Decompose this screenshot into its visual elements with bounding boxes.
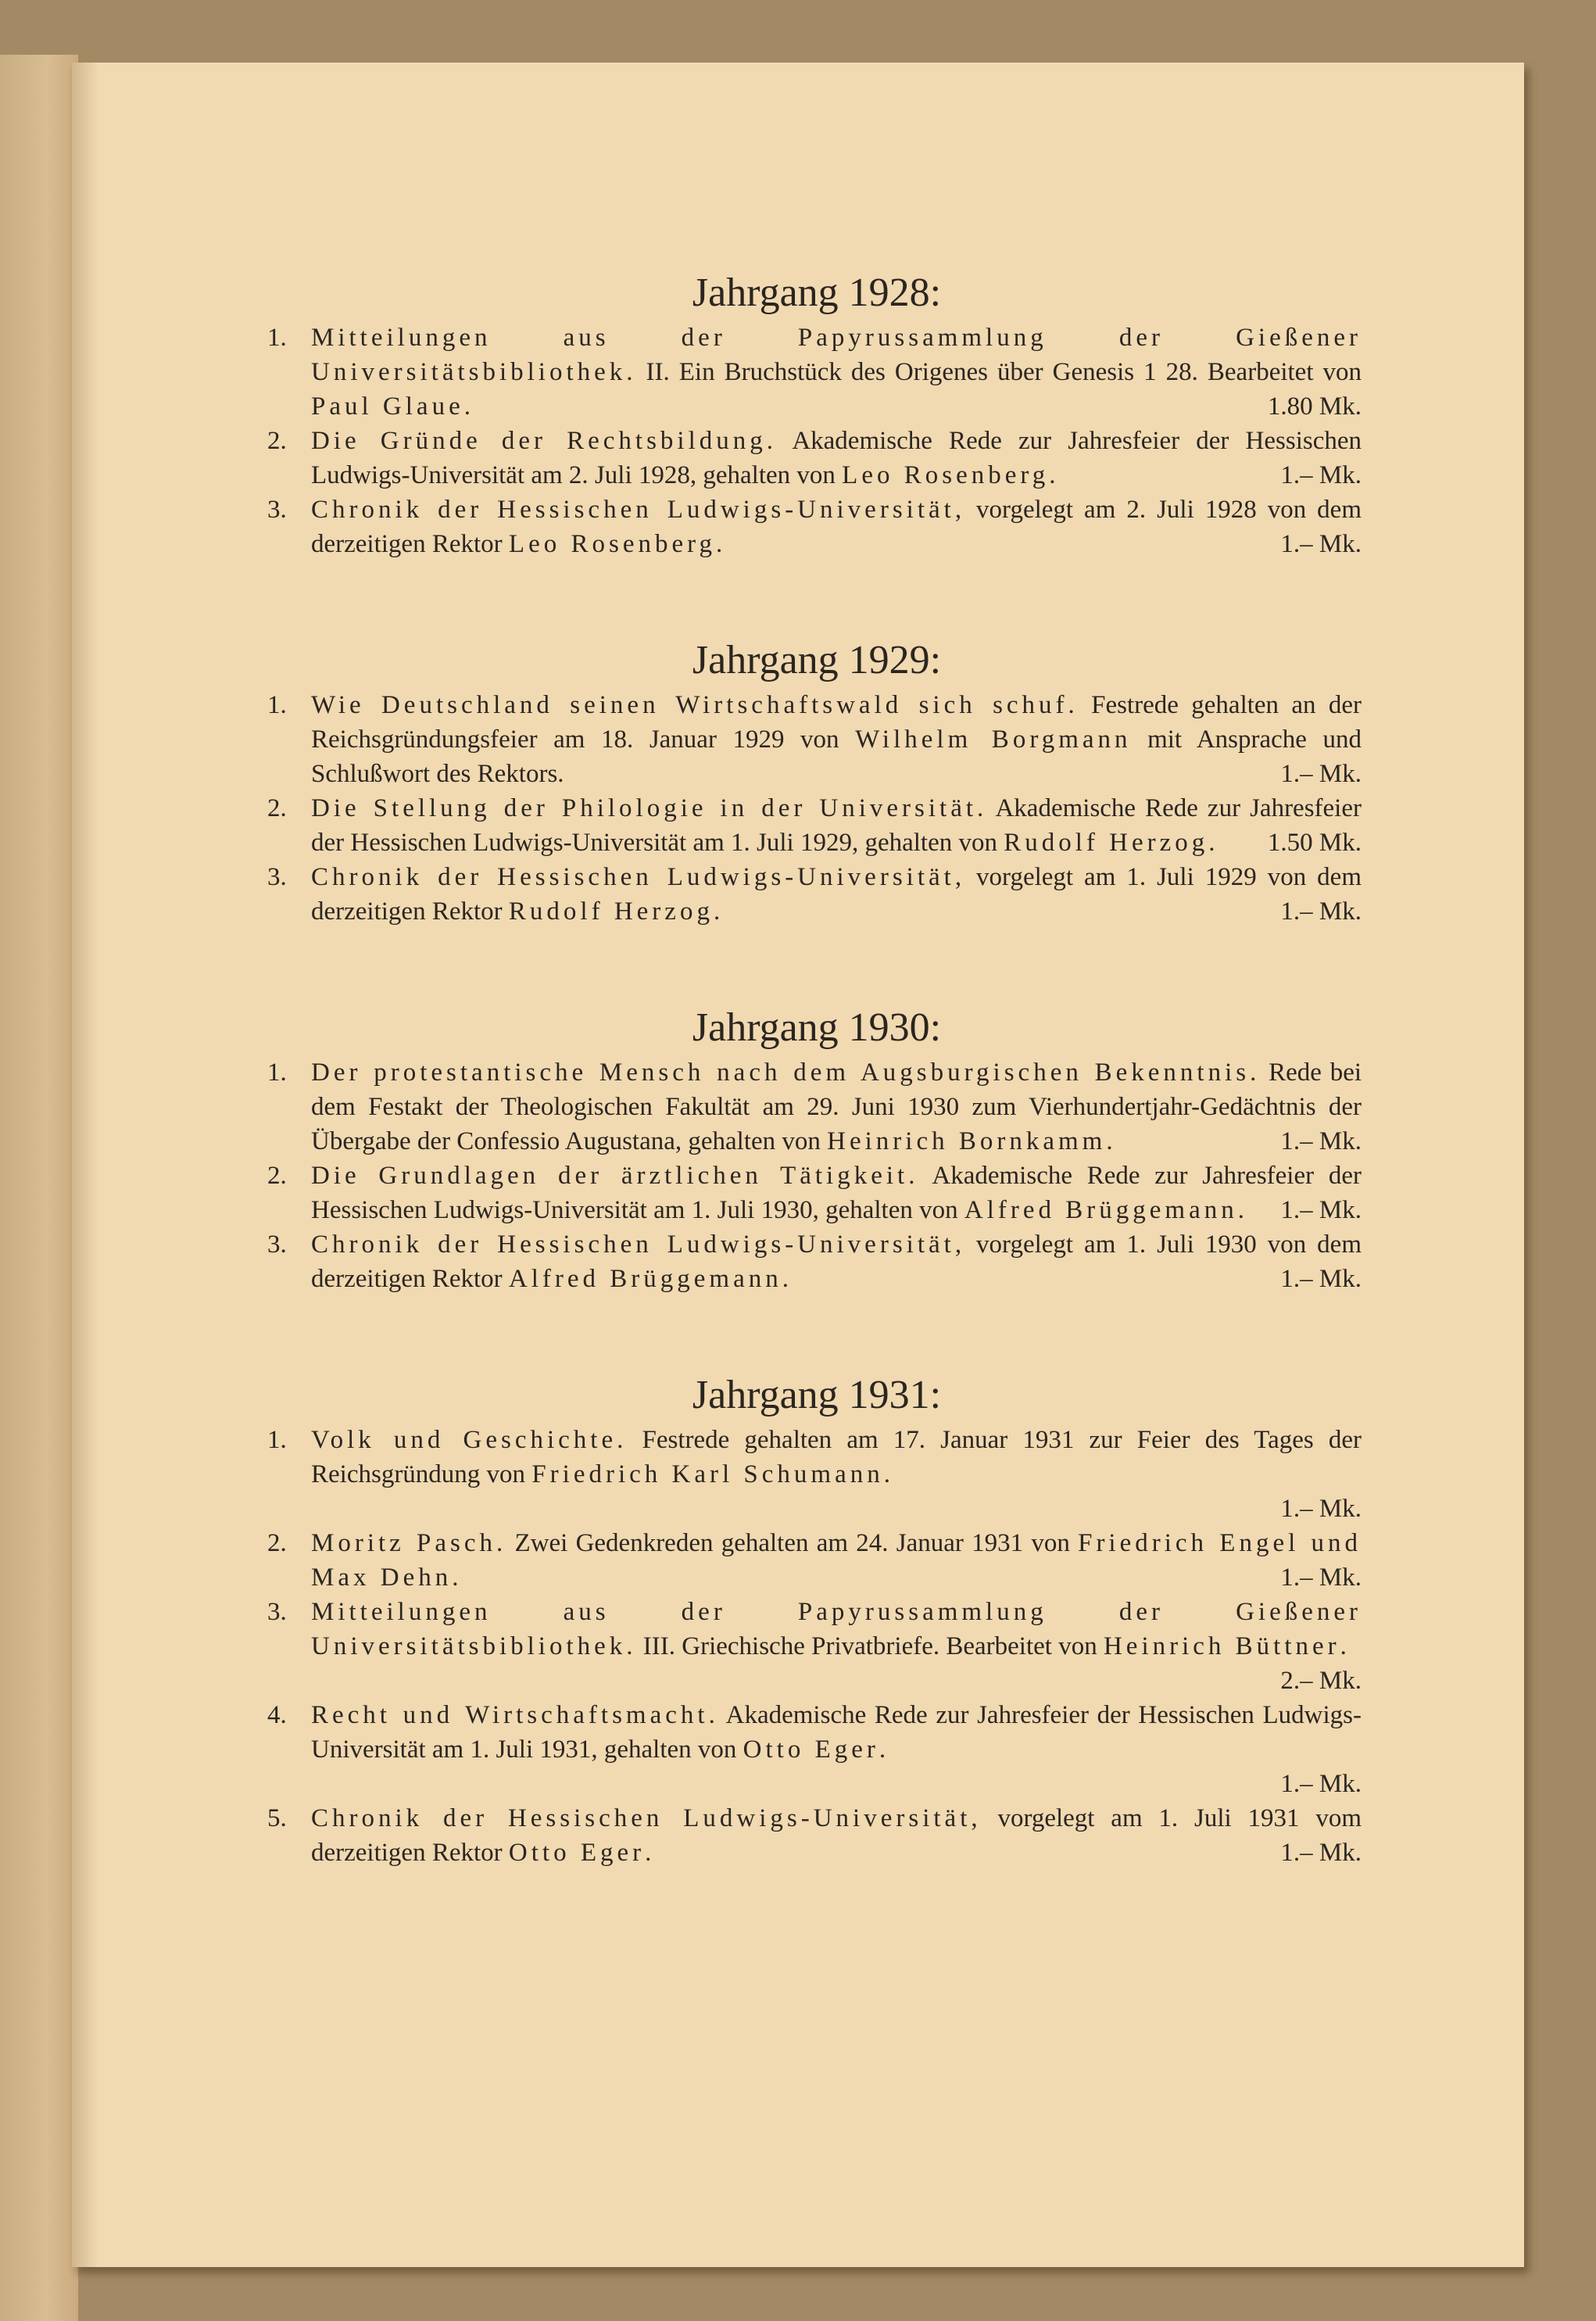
item-number: 3.: [267, 1230, 287, 1259]
year-section-1929: [267, 635, 1362, 929]
list-item: [267, 1159, 1362, 1227]
item-price: 1.– Mk.: [1280, 1196, 1362, 1224]
item-tail: .: [782, 1265, 789, 1293]
item-number: 2.: [267, 1162, 287, 1190]
year-heading: Jahrgang 1928:: [692, 270, 942, 315]
item-number: 2.: [267, 794, 287, 822]
item-title: Mitteilungen aus der Papyrussammlung der Gießener Universitätsbibliothek.: [311, 324, 1362, 386]
item-number: 1.: [267, 1426, 287, 1454]
year-heading: Jahrgang 1931:: [692, 1373, 942, 1417]
previous-page-edge: [0, 55, 78, 2321]
item-body: [311, 492, 1362, 561]
item-title: Mitteilungen aus der Papyrussammlung der Gießener Universitätsbibliothek.: [311, 1598, 1362, 1660]
item-title: Chronik der Hessischen Ludwigs-Universität,: [311, 496, 966, 524]
item-author: Friedrich Engel und Max Dehn: [311, 1529, 1362, 1592]
item-description: II. Ein Bruchstück des Origenes über Genesis 1 28. Bearbeitet von: [636, 358, 1362, 386]
item-title: Recht und Wirtschaftsmacht.: [311, 1701, 719, 1729]
item-author: Otto Eger: [743, 1735, 879, 1764]
item-number: 3.: [267, 496, 287, 524]
item-description: vorgelegt am 1. Juli 1930 von dem derzeitigen Rektor: [311, 1230, 1362, 1293]
item-number: 2.: [267, 1529, 287, 1557]
list-item: [267, 1698, 1362, 1801]
item-description: Rede bei dem Festakt der Theologischen Fakultät am 29. Juni 1930 zum Vierhundertjahr-Gedächtnis der Übergabe der Confessio Augustana, gehalten von: [311, 1058, 1362, 1155]
publication-list: [267, 267, 1362, 1943]
list-item: [267, 1055, 1362, 1159]
item-description: Zwei Gedenkreden gehalten am 24. Januar 1931 von: [506, 1529, 1079, 1557]
item-title: Der protestantische Mensch nach dem Augsburgischen Bekenntnis.: [311, 1058, 1261, 1087]
item-body: [311, 1698, 1362, 1801]
year-section-1931: [267, 1370, 1362, 1870]
item-body: [311, 791, 1362, 860]
item-tail: .: [452, 1563, 459, 1592]
item-title: Chronik der Hessischen Ludwigs-Universität,: [311, 1804, 982, 1832]
item-title: Die Grundlagen der ärztlichen Tätigkeit.: [311, 1162, 919, 1190]
year-section-1928: [267, 267, 1362, 561]
list-item: [267, 492, 1362, 561]
item-number: 1.: [267, 1058, 287, 1087]
item-price: 1.50 Mk.: [1267, 829, 1362, 857]
item-description: vorgelegt am 2. Juli 1928 von dem derzeitigen Rektor: [311, 496, 1362, 558]
list-item: [267, 321, 1362, 424]
item-body: [311, 1227, 1362, 1296]
item-price: 1.80 Mk.: [1267, 392, 1362, 421]
item-author: Alfred Brüggemann: [964, 1196, 1238, 1224]
item-author: Alfred Brüggemann: [508, 1265, 782, 1293]
item-author: Leo Rosenberg: [842, 461, 1050, 489]
item-number: 3.: [267, 863, 287, 891]
item-description: Akademische Rede zur Jahresfeier der Hessischen Ludwigs-Universität am 2. Juli 1928, gehalten von: [311, 427, 1362, 489]
item-body: [311, 1055, 1362, 1159]
item-price: 1.– Mk.: [1280, 1563, 1362, 1592]
item-description: vorgelegt am 1. Juli 1931 vom derzeitigen Rektor: [311, 1804, 1362, 1867]
item-price: 1.– Mk.: [1280, 461, 1362, 489]
item-price: 2.– Mk.: [1280, 1667, 1362, 1695]
item-tail: mit Ansprache und Schlußwort des Rektors.: [311, 725, 1362, 788]
list-item: [267, 1423, 1362, 1526]
item-description: Festrede gehalten an der Reichsgründungsfeier am 18. Januar 1929 von: [311, 691, 1362, 754]
item-author: Friedrich Karl Schumann: [531, 1460, 884, 1488]
item-price: 1.– Mk.: [1280, 1265, 1362, 1293]
item-price: 1.– Mk.: [1280, 1127, 1362, 1155]
list-item: [267, 860, 1362, 929]
item-tail: .: [1237, 1196, 1244, 1224]
item-title: Chronik der Hessischen Ludwigs-Universität,: [311, 1230, 966, 1259]
list-item: [267, 1595, 1362, 1698]
item-title: Moritz Pasch.: [311, 1529, 507, 1557]
item-price: 1.– Mk.: [1280, 530, 1362, 558]
item-price: 1.– Mk.: [1280, 897, 1362, 926]
list-item: [267, 424, 1362, 492]
item-price: 1.– Mk.: [1280, 1770, 1362, 1798]
item-description: Festrede gehalten am 17. Januar 1931 zur Feier des Tages der Reichsgründung von: [311, 1426, 1362, 1488]
item-number: 1.: [267, 691, 287, 719]
item-tail: .: [645, 1839, 652, 1867]
item-body: [311, 860, 1362, 929]
list-item: [267, 688, 1362, 791]
item-number: 3.: [267, 1598, 287, 1626]
item-title: Die Gründe der Rechtsbildung.: [311, 427, 778, 455]
item-tail: .: [1208, 829, 1215, 857]
item-title: Chronik der Hessischen Ludwigs-Universität,: [311, 863, 966, 891]
item-body: [311, 1595, 1362, 1698]
item-body: [311, 688, 1362, 791]
item-author: Paul Glaue: [311, 392, 464, 421]
item-author: Rudolf Herzog: [1004, 829, 1209, 857]
item-description: Akademische Rede zur Jahresfeier der Hessischen Ludwigs-Universität am 1. Juli 1929, gehalten von: [311, 794, 1362, 857]
item-price: 1.– Mk.: [1280, 760, 1362, 788]
list-item: [267, 1526, 1362, 1595]
item-tail: .: [1049, 461, 1056, 489]
list-item: [267, 791, 1362, 860]
item-body: [311, 321, 1362, 424]
item-body: [311, 1801, 1362, 1870]
item-price: 1.– Mk.: [1280, 1839, 1362, 1867]
item-author: Otto Eger: [508, 1839, 646, 1867]
item-number: 1.: [267, 324, 287, 352]
item-title: Volk und Geschichte.: [311, 1426, 628, 1454]
item-body: [311, 1159, 1362, 1227]
item-description: vorgelegt am 1. Juli 1929 von dem derzeitigen Rektor: [311, 863, 1362, 926]
item-tail: .: [716, 530, 723, 558]
year-heading: Jahrgang 1929:: [692, 638, 942, 682]
item-tail: .: [1340, 1632, 1347, 1660]
item-title: Die Stellung der Philologie in der Universität.: [311, 794, 988, 822]
year-heading: Jahrgang 1930:: [692, 1005, 942, 1050]
item-number: 5.: [267, 1804, 287, 1832]
item-number: 2.: [267, 427, 287, 455]
item-author: Heinrich Büttner: [1103, 1632, 1340, 1660]
item-title: Wie Deutschland seinen Wirtschaftswald sich schuf.: [311, 691, 1079, 719]
item-tail: .: [463, 392, 471, 421]
item-description: III. Griechische Privatbriefe. Bearbeitet von: [636, 1632, 1104, 1660]
item-body: [311, 1423, 1362, 1526]
item-author: Rudolf Herzog: [508, 897, 714, 926]
item-description: Akademische Rede zur Jahresfeier der Hessischen Ludwigs-Universität am 1. Juli 1931, gehalten von: [311, 1701, 1362, 1764]
item-tail: .: [1106, 1127, 1113, 1155]
year-section-1930: [267, 1002, 1362, 1296]
list-item: [267, 1227, 1362, 1296]
item-author: Wilhelm Borgmann: [855, 725, 1132, 754]
item-body: [311, 1526, 1362, 1595]
item-body: [311, 424, 1362, 492]
item-description: Akademische Rede zur Jahresfeier der Hessischen Ludwigs-Universität am 1. Juli 1930, gehalten von: [311, 1162, 1362, 1224]
item-tail: .: [883, 1460, 890, 1488]
list-item: [267, 1801, 1362, 1870]
document-page: [72, 63, 1524, 2267]
item-author: Heinrich Bornkamm: [827, 1127, 1107, 1155]
item-price: 1.– Mk.: [1280, 1495, 1362, 1523]
item-author: Leo Rosenberg: [508, 530, 717, 558]
item-tail: .: [713, 897, 721, 926]
item-tail: .: [879, 1735, 886, 1764]
item-number: 4.: [267, 1701, 287, 1729]
